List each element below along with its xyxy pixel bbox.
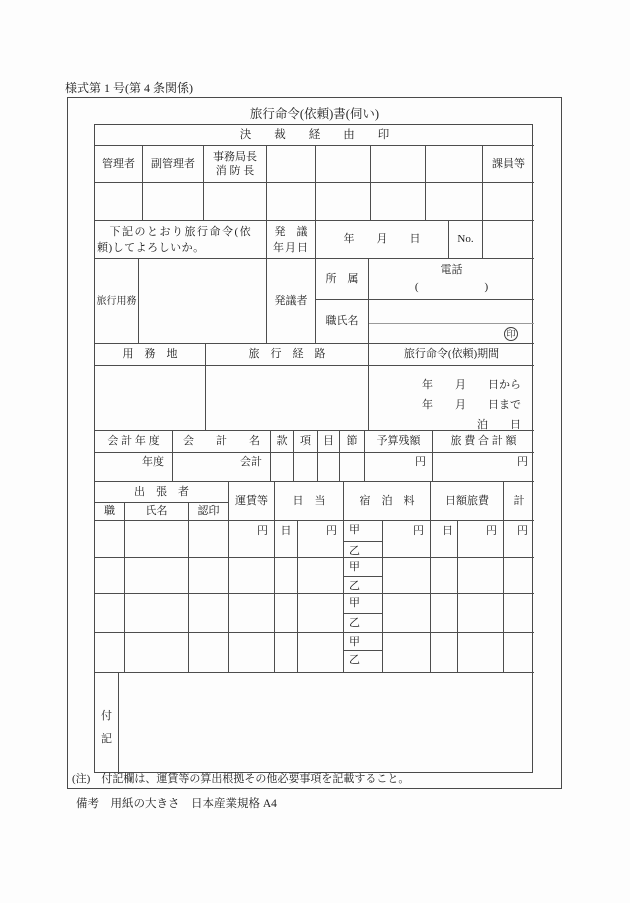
traveler-3-name-cell [125,594,189,633]
traveler-3-dt-amount-cell [458,594,504,633]
budget-balance-header: 予算残額 [365,431,433,453]
traveler-seal-header: 認印 [189,503,229,521]
approval-seal-box-6 [371,183,426,221]
traveler-4-daily-amount-cell [298,633,344,673]
travel-duty-field [139,259,267,344]
approval-header-staff: 課員等 [483,146,534,183]
secretary-label: 事務局長 [213,150,257,163]
daily-allowance-header: 日 当 [275,482,344,521]
traveler-4-lodging-amount-cell [383,633,431,673]
remarks: 備考 用紙の大きさ 日本産業規格 A4 [76,798,277,810]
period-from: 年 月 日から [422,379,521,391]
request-question-line1: 下記のとおり旅行命令(依 [97,226,253,238]
form-outer-border [67,97,562,789]
footnote: (注) 付記欄は、運賃等の算出根拠その他必要事項を記載すること。 [72,773,410,785]
traveler-4-dt-days-cell [431,633,458,673]
traveler-1-daily-amount-cell: 円 [298,521,344,558]
budget-moku-field [318,453,340,482]
approval-header-blank-4 [426,146,483,183]
traveler-3-daily-amount-cell [298,594,344,633]
traveler-4-lodging-type-cell [344,633,383,673]
traveler-1-dt-days-cell: 日 [431,521,458,558]
traveler-3-total-cell [504,594,534,633]
approval-header-manager: 管理者 [95,146,143,183]
approval-banner: 決 裁 経 由 印 [95,125,534,146]
approval-seal-box-2 [143,183,204,221]
request-question [95,221,267,259]
traveler-position-header: 職 [95,503,125,521]
traveler-4-position-cell [95,633,125,673]
phone-field [369,259,534,300]
lodging-type-otsu: 乙 [349,654,360,666]
lodging-header: 宿 泊 料 [344,482,431,521]
traveler-1-dt-amount-cell: 円 [458,521,504,558]
lodging-type-kou: 甲 [344,558,382,577]
traveler-name-header: 氏名 [125,503,189,521]
fiscal-year-header: 会 計 年 度 [95,431,173,453]
traveler-3-days-cell [275,594,298,633]
proposer-label: 発議者 [267,259,316,344]
seal-mark-icon: 印 [504,327,518,341]
affiliation-label: 所 属 [316,259,369,300]
lodging-type-otsu: 乙 [349,580,360,592]
traveler-3-lodging-type-cell [344,594,383,633]
traveler-4-seal-cell [189,633,229,673]
document-number-label: No. [449,221,483,259]
traveler-2-seal-cell [189,558,229,594]
appendix-label: 付 記 [95,673,119,774]
account-name-field: 会計 [173,453,271,482]
traveler-4-days-cell [275,633,298,673]
form-number: 様式第 1 号(第 4 条関係) [65,81,193,95]
travel-duty-label: 旅行用務 [95,259,139,344]
traveler-1-seal-cell [189,521,229,558]
form-title: 旅行命令(依頼)書(伺い) [249,107,380,121]
lodging-type-otsu: 乙 [349,545,360,557]
budget-moku-header: 目 [318,431,340,453]
appendix-field [119,673,534,774]
traveler-2-lodging-amount-cell [383,558,431,594]
period-nights: 泊 日 [477,419,521,431]
traveler-1-lodging-type-cell [344,521,383,558]
traveler-1-lodging-amount-cell: 円 [383,521,431,558]
traveler-1-total-cell: 円 [504,521,534,558]
daily-travel-header: 日額旅費 [431,482,504,521]
traveler-2-daily-amount-cell [298,558,344,594]
traveler-4-dt-amount-cell [458,633,504,673]
traveler-2-dt-amount-cell [458,558,504,594]
traveler-1-position-cell [95,521,125,558]
lodging-type-otsu: 乙 [349,617,360,629]
traveler-4-name-cell [125,633,189,673]
destination-header: 用 務 地 [95,344,206,366]
traveler-1-name-cell [125,521,189,558]
traveler-group-header: 出 張 者 [95,482,229,503]
approval-seal-box-5 [316,183,371,221]
phone-label: 電話 [440,264,463,276]
title-name-field [369,300,534,344]
approval-header-blank-2 [316,146,371,183]
fiscal-year-field: 年度 [95,453,173,482]
traveler-3-lodging-amount-cell [383,594,431,633]
traveler-1-fare-cell: 円 [229,521,275,558]
traveler-2-name-cell [125,558,189,594]
budget-setsu-header: 節 [340,431,365,453]
approval-header-secretary-fire-chief [204,146,267,183]
traveler-2-days-cell [275,558,298,594]
approval-header-deputy-manager: 副管理者 [143,146,204,183]
route-header: 旅 行 経 路 [206,344,369,366]
period-field [369,366,534,431]
signature-line [369,323,534,324]
traveler-4-fare-cell [229,633,275,673]
budget-balance-field: 円 [365,453,433,482]
period-header: 旅行命令(依頼)期間 [369,344,534,366]
account-name-header: 会 計 名 [173,431,271,453]
lodging-type-kou: 甲 [344,633,382,651]
approval-seal-box-3 [204,183,267,221]
fire-chief-label: 消 防 長 [215,165,255,177]
proposal-date-label: 発 議 年月日 [267,221,316,259]
approval-seal-box-8 [483,183,534,221]
budget-ko-field [294,453,318,482]
fare-header: 運賃等 [229,482,275,521]
budget-kan-header: 款 [271,431,294,453]
document-number-field [483,221,534,259]
traveler-1-days-cell: 日 [275,521,298,558]
traveler-3-dt-days-cell [431,594,458,633]
request-question-line2: 頼)してよろしいか。 [97,242,205,254]
row-total-header: 計 [504,482,534,521]
traveler-2-fare-cell [229,558,275,594]
traveler-3-seal-cell [189,594,229,633]
traveler-2-position-cell [95,558,125,594]
title-name-label: 職氏名 [316,300,369,344]
budget-kan-field [271,453,294,482]
period-to: 年 月 日まで [422,399,521,411]
budget-setsu-field [340,453,365,482]
approval-header-blank-3 [371,146,426,183]
traveler-2-dt-days-cell [431,558,458,594]
traveler-3-position-cell [95,594,125,633]
travel-total-field: 円 [433,453,534,482]
approval-seal-box-4 [267,183,316,221]
form-table [94,124,533,773]
travel-total-header: 旅 費 合 計 額 [433,431,534,453]
approval-header-blank-1 [267,146,316,183]
route-field [206,366,369,431]
budget-ko-header: 項 [294,431,318,453]
lodging-type-kou: 甲 [344,521,382,542]
approval-seal-box-7 [426,183,483,221]
proposal-date-field: 年 月 日 [316,221,449,259]
traveler-3-fare-cell [229,594,275,633]
traveler-2-lodging-type-cell [344,558,383,594]
approval-seal-box-1 [95,183,143,221]
lodging-type-kou: 甲 [344,594,382,614]
phone-parens: ( ) [414,281,489,293]
destination-field [95,366,206,431]
traveler-4-total-cell [504,633,534,673]
traveler-2-total-cell [504,558,534,594]
